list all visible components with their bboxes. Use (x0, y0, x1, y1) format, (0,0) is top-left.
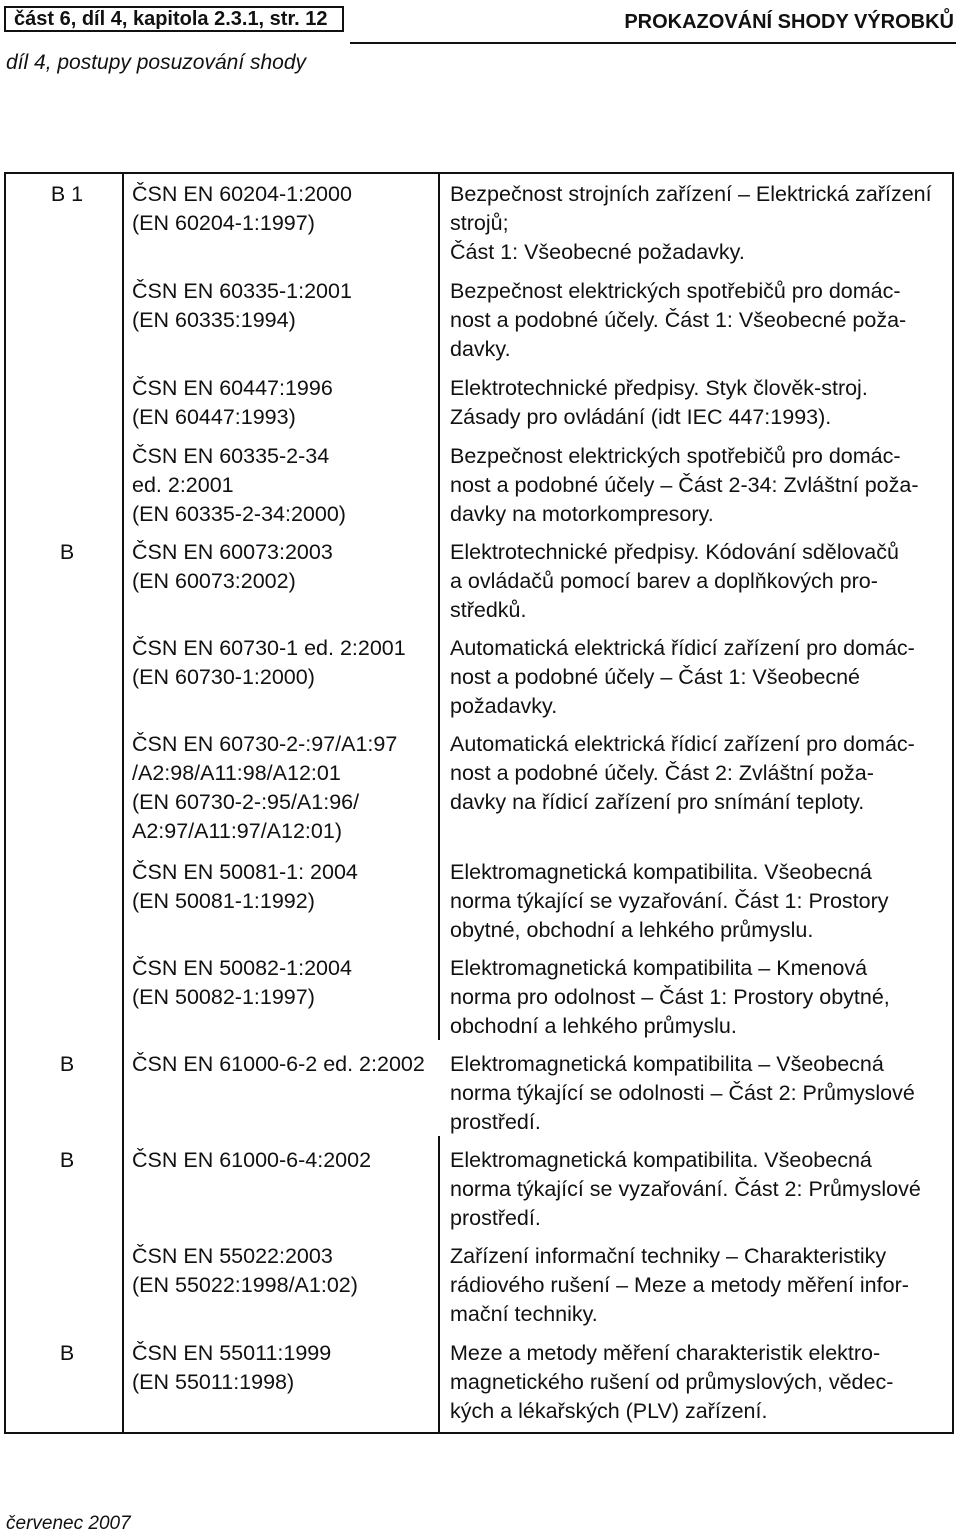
standard-description: Automatická elektrická řídicí zařízení pro domác- nost a podobné účely – Část 1: Všeobecné požadavky. (450, 636, 915, 718)
row-mark: B (59, 1052, 75, 1076)
standard-description: Elektromagnetická kompatibilita – Všeobecná norma týkající se odolnosti – Část 2: Průmyslové prostředí. (450, 1052, 915, 1134)
standard-description: Bezpečnost strojních zařízení – Elektrická zařízení strojů; Část 1: Všeobecné požadavky. (450, 182, 932, 264)
column-divider-1 (122, 174, 124, 1432)
standard-description: Elektromagnetická kompatibilita. Všeobecná norma týkající se vyzařování. Část 1: Prostory obytné, obchodní a lehkého průmyslu. (450, 860, 889, 942)
row-mark: B (59, 1341, 75, 1365)
standard-description: Automatická elektrická řídicí zařízení pro domác- nost a podobné účely. Část 2: Zvláštní poža- davky na řídicí zařízení pro snímání teploty. (450, 732, 915, 814)
standard-description: Elektrotechnické předpisy. Styk člověk-stroj. Zásady pro ovládání (idt IEC 447:1993). (450, 376, 868, 429)
column-divider-2 (438, 174, 440, 1040)
standard-number: ČSN EN 60730-2-:97/A1:97 /A2:98/A11:98/A12:01 (EN 60730-2-:95/A1:96/ A2:97/A11:97/A12:01) (132, 732, 398, 843)
standard-description: Elektromagnetická kompatibilita. Všeobecná norma týkající se vyzařování. Část 2: Průmyslové prostředí. (450, 1148, 921, 1230)
standard-number: ČSN EN 60447:1996 (EN 60447:1993) (132, 376, 333, 429)
standard-description: Bezpečnost elektrických spotřebičů pro domác- nost a podobné účely – Část 2-34: Zvláštní poža- davky na motorkompresory. (450, 444, 919, 526)
standard-number: ČSN EN 55011:1999 (EN 55011:1998) (132, 1341, 332, 1394)
standard-number: ČSN EN 60335-2-34 ed. 2:2001 (EN 60335-2-34:2000) (132, 444, 346, 526)
standard-description: Meze a metody měření charakteristik elektro- magnetického rušení od průmyslových, vědec- kých a lékařských (PLV) zařízení. (450, 1341, 894, 1423)
row-mark: B 1 (50, 182, 84, 206)
row-mark: B (59, 1148, 75, 1172)
standard-description: Elektrotechnické předpisy. Kódování sdělovačů a ovládačů pomocí barev a doplňkových pro- středků. (450, 540, 899, 622)
standard-number: ČSN EN 50081-1: 2004 (EN 50081-1:1992) (132, 860, 358, 913)
section-reference: část 6, díl 4, kapitola 2.3.1, str. 12 (4, 6, 344, 32)
standard-number: ČSN EN 61000-6-4:2002 (132, 1148, 372, 1172)
standard-number: ČSN EN 60204-1:2000 (EN 60204-1:1997) (132, 182, 352, 235)
footer-date: červenec 2007 (6, 1513, 131, 1534)
column-divider-2-lower (438, 1136, 440, 1432)
page-subtitle: díl 4, postupy posuzování shody (6, 51, 307, 74)
header-rule (350, 42, 956, 44)
standards-table (4, 172, 954, 1434)
standard-number: ČSN EN 55022:2003 (EN 55022:1998/A1:02) (132, 1244, 358, 1297)
standard-number: ČSN EN 61000-6-2 ed. 2:2002 (132, 1052, 425, 1076)
standard-description: Zařízení informační techniky – Charakteristiky rádiového rušení – Meze a metody měření infor- mační techniky. (450, 1244, 909, 1326)
standard-number: ČSN EN 50082-1:2004 (EN 50082-1:1997) (132, 956, 352, 1009)
standard-number: ČSN EN 60073:2003 (EN 60073:2002) (132, 540, 333, 593)
row-mark: B (59, 540, 75, 564)
standard-number: ČSN EN 60335-1:2001 (EN 60335:1994) (132, 279, 352, 332)
standard-description: Bezpečnost elektrických spotřebičů pro domác- nost a podobné účely. Část 1: Všeobecné poža- davky. (450, 279, 907, 361)
standard-description: Elektromagnetická kompatibilita – Kmenová norma pro odolnost – Část 1: Prostory obytné, obchodní a lehkého průmyslu. (450, 956, 890, 1038)
standard-number: ČSN EN 60730-1 ed. 2:2001 (EN 60730-1:2000) (132, 636, 406, 689)
page-title: PROKAZOVÁNÍ SHODY VÝROBKŮ (624, 11, 954, 33)
